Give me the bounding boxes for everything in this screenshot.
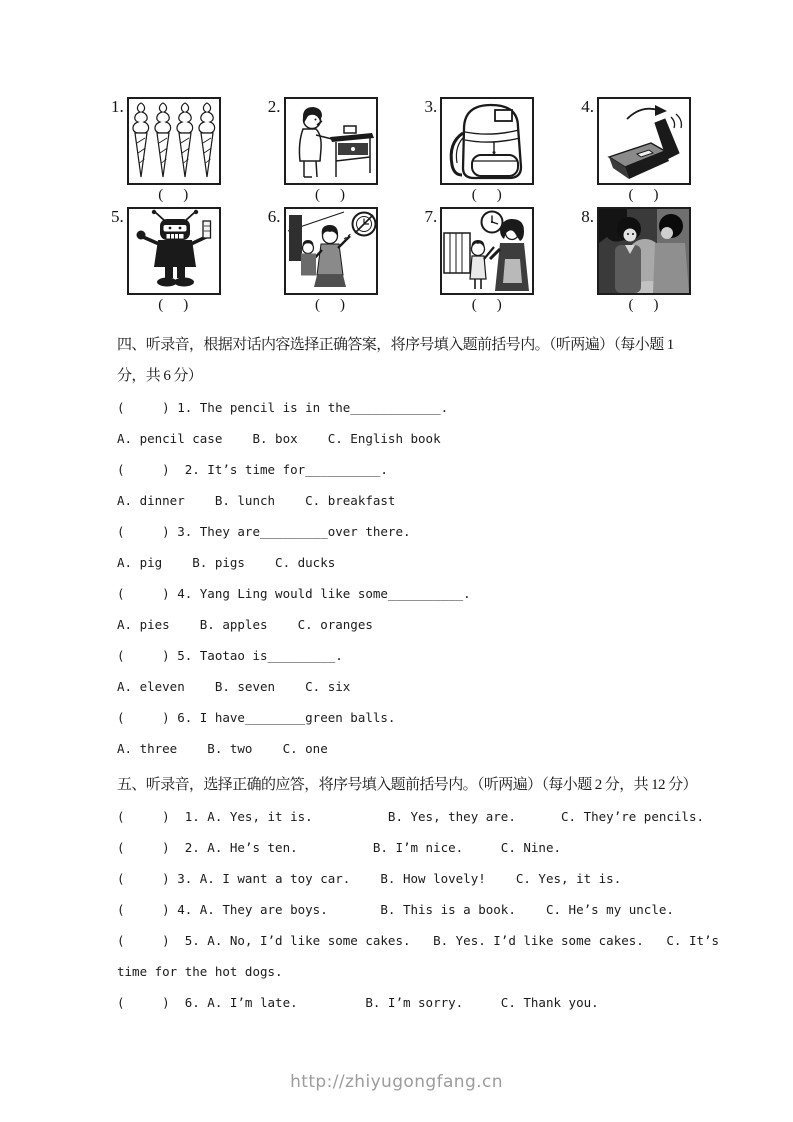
two-people-photo-icon bbox=[599, 209, 689, 293]
schoolbag-icon bbox=[442, 99, 532, 183]
picture-cell-8 bbox=[581, 207, 691, 316]
answer-blank: ( ) bbox=[471, 187, 503, 203]
picture-box bbox=[127, 207, 221, 295]
question-body bbox=[117, 330, 720, 1018]
s5-q2: ( ) 2. A. He’s ten. B. I’m nice. C. Nine. bbox=[117, 840, 562, 855]
answer-blank: ( ) bbox=[158, 187, 190, 203]
picture-number: 8. bbox=[581, 207, 594, 226]
robot-icon bbox=[129, 209, 219, 293]
s5-q4: ( ) 4. A. They are boys. B. This is a book. C. He’s my uncle. bbox=[117, 902, 674, 917]
s4-q4-options: A. pies B. apples C. oranges bbox=[117, 617, 373, 632]
girls-and-clock-icon bbox=[286, 209, 376, 293]
answer-blank: ( ) bbox=[628, 297, 660, 313]
s4-q3-options: A. pig B. pigs C. ducks bbox=[117, 555, 336, 570]
s4-q5-options: A. eleven B. seven C. six bbox=[117, 679, 351, 694]
picture-cell-2 bbox=[268, 97, 378, 206]
picture-cell-5 bbox=[111, 207, 221, 316]
answer-blank: ( ) bbox=[471, 297, 503, 313]
picture-box bbox=[127, 97, 221, 185]
picture-box bbox=[440, 207, 534, 295]
s4-q2-options: A. dinner B. lunch C. breakfast bbox=[117, 493, 396, 508]
picture-row-1 bbox=[111, 97, 691, 206]
picture-box bbox=[597, 207, 691, 295]
picture-number: 2. bbox=[267, 97, 281, 116]
section4-title-line2: 分，共 6 分） bbox=[117, 368, 203, 384]
picture-cell-4 bbox=[581, 97, 691, 206]
picture-cell-1 bbox=[111, 97, 221, 206]
s4-q2-stem: ( ) 2. It’s time for__________. bbox=[117, 462, 388, 477]
s5-q6: ( ) 6. A. I’m late. B. I’m sorry. C. Thank you. bbox=[117, 995, 599, 1010]
picture-number: 3. bbox=[424, 97, 438, 116]
s4-q5-stem: ( ) 5. Taotao is_________. bbox=[117, 648, 343, 663]
answer-blank: ( ) bbox=[158, 297, 190, 313]
picture-box bbox=[284, 97, 378, 185]
picture-number: 6. bbox=[267, 207, 281, 226]
section4-title-line1: 四、听录音，根据对话内容选择正确答案，将序号填入题前括号内。（听两遍）（每小题 1 bbox=[117, 337, 674, 353]
ice-cream-cones-icon bbox=[129, 99, 219, 183]
picture-cell-3 bbox=[425, 97, 535, 206]
answer-blank: ( ) bbox=[315, 297, 346, 313]
picture-box bbox=[284, 207, 378, 295]
picture-number: 1. bbox=[111, 97, 124, 116]
picture-number: 5. bbox=[111, 207, 124, 226]
boy-woman-clock-icon bbox=[442, 209, 532, 293]
s4-q3-stem: ( ) 3. They are_________over there. bbox=[117, 524, 411, 539]
s5-q5-line1: ( ) 5. A. No, I’d like some cakes. B. Yes. I’d like some cakes. C. It’s bbox=[117, 933, 720, 948]
s4-q1-options: A. pencil case B. box C. English book bbox=[117, 431, 441, 446]
answer-blank: ( ) bbox=[315, 187, 346, 203]
s5-q5-line2: time for the hot dogs. bbox=[117, 964, 283, 979]
picture-box bbox=[597, 97, 691, 185]
s4-q4-stem: ( ) 4. Yang Ling would like some__________. bbox=[117, 586, 471, 601]
section5-title: 五、听录音，选择正确的应答，将序号填入题前括号内。（听两遍）（每小题 2 分，共 12 分） bbox=[117, 777, 697, 793]
s5-q3: ( ) 3. A. I want a toy car. B. How lovely! C. Yes, it is. bbox=[117, 871, 622, 886]
boy-at-desk-icon bbox=[286, 99, 376, 183]
s4-q1-stem: ( ) 1. The pencil is in the____________. bbox=[117, 400, 449, 415]
s4-q6-stem: ( ) 6. I have________green balls. bbox=[117, 710, 396, 725]
picture-number: 4. bbox=[581, 97, 594, 116]
picture-box bbox=[440, 97, 534, 185]
picture-number: 7. bbox=[424, 207, 438, 226]
s4-q6-options: A. three B. two C. one bbox=[117, 741, 328, 756]
s5-q1: ( ) 1. A. Yes, it is. B. Yes, they are. C. They’re pencils. bbox=[117, 809, 704, 824]
picture-row-2 bbox=[111, 207, 691, 316]
answer-blank: ( ) bbox=[628, 187, 660, 203]
picture-grid bbox=[111, 97, 691, 316]
picture-cell-7 bbox=[425, 207, 535, 316]
telephone-icon bbox=[599, 99, 689, 183]
watermark-url: http://zhiyugongfang.cn bbox=[290, 1072, 503, 1092]
picture-cell-6 bbox=[268, 207, 378, 316]
